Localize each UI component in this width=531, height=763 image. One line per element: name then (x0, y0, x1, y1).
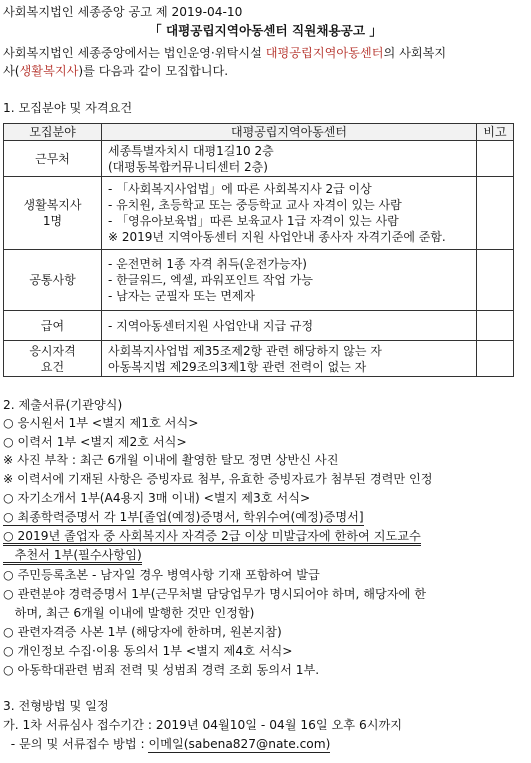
content-line: - 남자는 군필자 또는 면제자 (108, 289, 256, 303)
role-name: 생활복지사 (19, 64, 79, 78)
content-line: - 한글워드, 엑셀, 파워포인트 작업 가능 (108, 273, 313, 287)
row-content (102, 250, 477, 311)
header-field: 모집분야 (4, 124, 102, 141)
table-row (4, 311, 514, 341)
document-item: ○ 관련분야 경력증명서 1부(근무처별 담당업무가 명시되어야 하며, 해당자에 한 (3, 587, 426, 601)
notice-title: 「 대평공립지역아동센터 직원채용공고 」 (149, 23, 382, 38)
document-item (3, 509, 364, 525)
content-line: - 「사회복지사업법」에 따른 사회복지사 2급 이상 (108, 182, 372, 196)
document-item: ※ 사진 부착 : 최근 6개월 이내에 촬영한 탈모 정면 상반신 사진 (3, 453, 339, 467)
label-line: 생활복지사 (23, 198, 82, 212)
section3-heading: 3. 전형방법 및 일정 (3, 699, 109, 713)
contact-line (3, 736, 330, 752)
content-line: 세종특별자치시 대평1길10 2층 (108, 143, 274, 158)
row-note (477, 141, 514, 177)
document-item (3, 528, 421, 544)
section2-heading: 2. 제출서류(기관양식) (3, 398, 123, 412)
requirements-table (3, 123, 514, 377)
underlined-text: 추천서 1부(필수사항임) (3, 548, 142, 565)
label-line: 응시자격 (29, 343, 76, 358)
row-note (477, 311, 514, 341)
row-note (477, 177, 514, 250)
row-note (477, 341, 514, 377)
header-note: 비고 (477, 124, 514, 141)
content-line: - 유치원, 초등학교 또는 중등학교 교사 자격이 있는 사람 (108, 198, 402, 212)
row-content (102, 311, 477, 341)
row-content (102, 177, 477, 250)
content-line: 아동복지법 제29조의3제1항 관련 전력이 없는 자 (108, 359, 367, 374)
row-label: 급여 (4, 311, 102, 341)
intro-line-2 (3, 63, 228, 79)
section1-heading: 1. 모집분야 및 자격요건 (3, 101, 133, 115)
table-row (4, 341, 514, 377)
content-line: ※ 2019년 지역아동센터 지원 사업안내 종사자 자격기준에 준함. (108, 230, 446, 244)
document-item: 하며, 최근 6개월 이내에 발행한 것만 인정함) (3, 606, 255, 620)
header-center: 대평공립지역아동센터 (102, 124, 477, 141)
document-item: ○ 관련자격증 사본 1부 (해당자에 한하며, 원본지참) (3, 625, 282, 639)
intro-text: 사( (3, 64, 20, 78)
intro-text: 사회복지법인 세종중앙에서는 법인운영·위탁시설 (3, 46, 266, 60)
notice-number: 사회복지법인 세종중앙 공고 제 2019-04-10 (3, 5, 243, 19)
table-row (4, 141, 514, 177)
document-item: ○ 주민등록초본 - 남자일 경우 병역사항 기재 포함하여 발급 (3, 568, 320, 582)
table-row (4, 177, 514, 250)
table-row (4, 250, 514, 311)
contact-label: - 문의 및 서류접수 방법 : (3, 737, 149, 751)
row-label (4, 341, 102, 377)
document-item: ○ 개인정보 수집·이용 동의서 1부 <별지 제4호 서식> (3, 644, 293, 658)
document-item: ○ 아동학대관련 범죄 전력 및 성범죄 경력 조회 동의서 1부. (3, 663, 320, 677)
center-name: 대평공립지역아동센터 (265, 46, 384, 60)
document-item: ※ 이력서에 기재된 사항은 증빙자료 첨부, 유효한 증빙자료가 첨부된 경력만 인정 (3, 472, 433, 486)
row-content (102, 141, 477, 177)
content-line: - 지역아동센터지원 사업안내 지급 규정 (108, 318, 314, 333)
content-line: - 「영유아보육법」따른 보육교사 1급 자격이 있는 사람 (108, 214, 399, 228)
document-item (3, 547, 142, 563)
row-label: 공통사항 (4, 250, 102, 311)
row-label: 근무처 (4, 141, 102, 177)
intro-text: 의 사회복지 (383, 46, 447, 60)
table-header-row (4, 124, 514, 141)
label-line: 1명 (42, 214, 63, 228)
underlined-text: ○ 최종학력증명서 각 1부[졸업(예정)증명서, 학위수여(예정)증명서] (3, 510, 364, 524)
document-item: ○ 응시원서 1부 <별지 제1호 서식> (3, 416, 199, 430)
content-line: (대평동복합커뮤니티센터 2층) (108, 159, 268, 174)
intro-text: )를 다음과 같이 모집합니다. (78, 64, 229, 78)
intro-line-1 (3, 45, 446, 61)
underlined-text: ○ 2019년 졸업자 중 사회복지사 자격증 2급 이상 미발급자에 한하여 지도교수 (3, 529, 421, 546)
row-note (477, 250, 514, 311)
row-label (4, 177, 102, 250)
content-line: 사회복지사업법 제35조제2항 관련 해당하지 않는 자 (108, 343, 382, 358)
email-link[interactable]: 이메일(sabena827@nate.com) (148, 737, 331, 751)
content-line: - 운전면허 1종 자격 취득(운전가능자) (108, 257, 307, 271)
document-item: ○ 이력서 1부 <별지 제2호 서식> (3, 435, 187, 449)
schedule-line: 가. 1차 서류심사 접수기간 : 2019년 04월10일 - 04월 16일 오후 6시까지 (3, 718, 403, 732)
row-content (102, 341, 477, 377)
document-item: ○ 자기소개서 1부(A4용지 3매 이내) <별지 제3호 서식> (3, 491, 311, 505)
label-line: 요건 (40, 359, 65, 374)
